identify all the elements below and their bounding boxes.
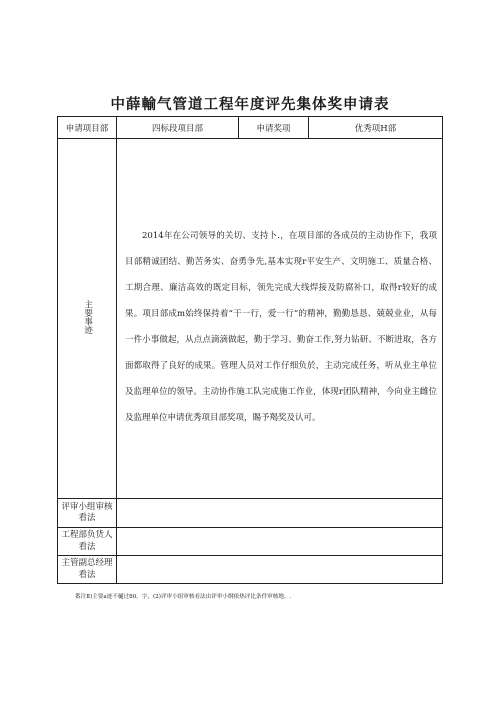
header-row xyxy=(58,117,443,139)
award-value[interactable]: 优秀项H部 xyxy=(309,117,443,139)
main-deeds-row xyxy=(58,139,443,499)
engineering-head-label-cell xyxy=(58,528,117,556)
footnote: 番注Ⅱ)主要a迹不樋过80。字，(2)评审小组审核看法由评审小纲依热评比条件审核地。. xyxy=(75,594,292,600)
review-group-row xyxy=(58,499,443,528)
main-deeds-label: 主要事迹 xyxy=(82,300,93,334)
main-deeds-cell[interactable] xyxy=(117,139,443,499)
engineering-head-row xyxy=(58,528,443,556)
form-title: 中薛輸气管道工程年度评先集体奖申请表 xyxy=(110,96,390,113)
deputy-gm-opinion[interactable] xyxy=(117,556,443,584)
award-label: 申请奖项 xyxy=(239,117,309,139)
project-dept-value[interactable]: 四标段项目部 xyxy=(117,117,239,139)
deputy-gm-label: 主管副总经理看法 xyxy=(61,558,113,580)
main-deeds-text: 2014年在公司领导的关切、支持卜.，在项目部的各成员的主动协作下，我项目部精诚团结、勤苦务实、奋勇争先,基本实现r平安生产、文明施工、质量合格、工期合理、廉洁高效的既定目标，领先完成大线焊接及防腐补口，取得r较好的成果。项目部成m始终保持着“干一行，爱一行”的精神，勤勤恳恳、兢兢业业，从每一件小事做起，从点点滴滴做起，勤于学习、勤奋工作,努力钻研、不断进取，各方面都取得了良好的成果。管理人员对工作仔细负於，主动完成任务，听从业主单位及监理单位的领导。主动协作施工队完成施工作业，体现r团队精神，今向业主雌位及监理单位申请优秀项目部奖项，賜予羯奖及认可。 xyxy=(125,231,437,423)
deputy-gm-label-cell xyxy=(58,556,117,584)
deputy-gm-row xyxy=(58,556,443,584)
review-group-label-cell xyxy=(58,499,117,528)
project-dept-label: 申请项目部 xyxy=(58,117,117,139)
review-group-label: 评审小组审核看法 xyxy=(61,501,113,523)
main-deeds-label-cell xyxy=(58,139,117,499)
review-group-opinion[interactable] xyxy=(117,499,443,528)
application-form-table xyxy=(57,116,443,584)
engineering-head-label: 工程部负货人看法 xyxy=(61,530,113,552)
engineering-head-opinion[interactable] xyxy=(117,528,443,556)
